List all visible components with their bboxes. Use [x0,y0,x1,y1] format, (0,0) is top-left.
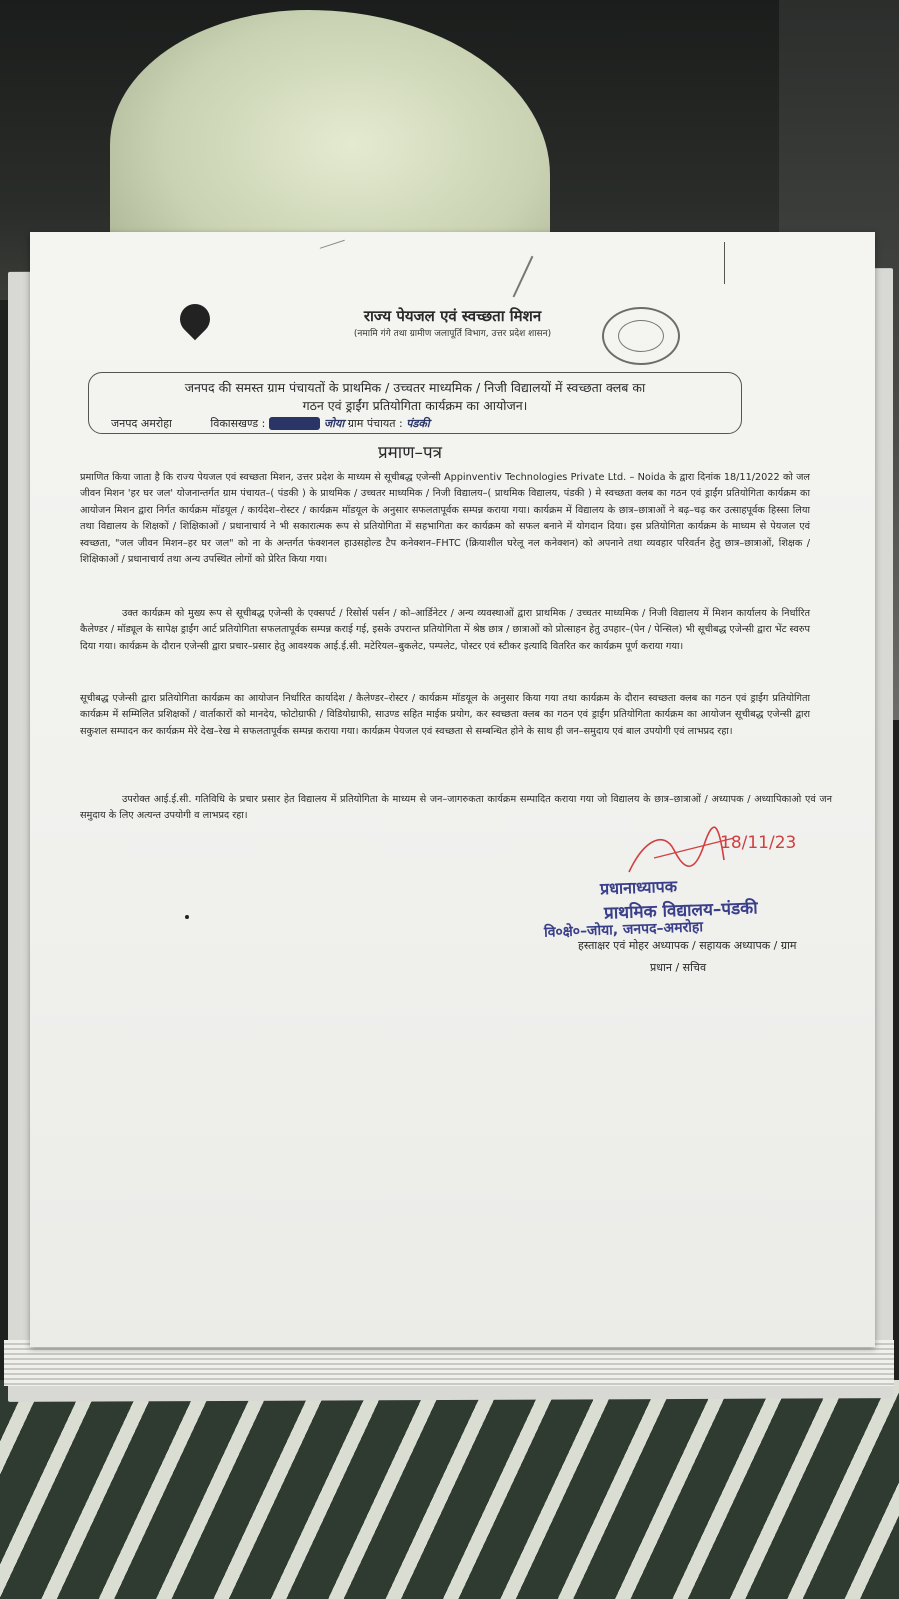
block-value: जोया [323,417,345,430]
stamp-school: प्राथमिक विद्यालय–पंडकी [603,898,758,924]
signature-scribble [624,820,797,880]
ink-dot [185,915,189,919]
mission-subtitle: (नमामि गंगे तथा ग्रामीण जलापूर्ति विभाग, उत्तर प्रदेश शासन) [353,329,552,339]
paragraph-3: सूचीबद्ध एजेन्सी द्वारा प्रतियोगिता कार्यक्रम का आयोजन निर्धारित कार्यादेश / कैलेण्डर–रोस्टर / कार्यक्रम मॉडयूल के अनुसार किया गया तथा कार्यक्रम के दौरान स्वच्छता क्लब का गठन एवं ड्राईंग प्रतियोगिता कार्यक्रम में सम्मिलित प्रशिक्षकों / वार्ताकारों को मानदेय, फोटोग्राफी / विडियोग्राफी, साउण्ड सहित माईक प्रयोग, कर स्वच्छता क्लब का गठन एवं ड्राईंग प्रतियोगिता कार्यक्रम का आयोजन सूचीबद्ध एजेन्सी द्वारा सकुशल सम्पादन कर कार्यक्रम मेरे देख–रेख मे सफलतापूर्वक सम्पन्न कराया गया। कार्यक्रम पेयजल एवं स्वच्छता से सम्बन्धित होने के साथ ही जन–समुदाय एवं बाल उपयोगी एवं लाभप्रद रहा। [80,693,810,737]
signature-caption-1: हस्ताक्षर एवं मोहर अध्यापक / सहायक अध्यापक / ग्राम [578,939,797,952]
up-govt-emblem-icon [602,307,680,365]
heading-line-1: जनपद की समस्त ग्राम पंचायतों के प्राथमिक / उच्चतर माध्यमिक / निजी विद्यालयों में स्वच्छता क्लब का [184,380,646,395]
panchayat-label: ग्राम पंचायत : [347,417,403,430]
panchayat-value: पंडकी [406,417,430,430]
paragraph-1: प्रमाणित किया जाता है कि राज्य पेयजल एवं स्वच्छता मिशन, उत्तर प्रदेश के माध्यम से सूचीबद्ध एजेन्सी Appinventiv Technologies Private Ltd. – Noida के द्वारा दिनांक 18/11/2022 को जल जीवन मिशन 'हर घर जल' योजनान्तर्गत ग्राम पंचायत–( पंडकी ) के प्राथमिक / उच्चतर माध्यमिक / निजी विद्यालय–( प्राथमिक विद्यालय, पंडकी ) मे स्वच्छता क्लब का गठन एवं ड्राईंग प्रतियोगिता कार्यक्रम का आयोजन मिशन द्वारा निर्गत कार्यक्रम मॉडयूल / कार्यदेश–रोस्टर / कार्यक्रम मॉडयूल के अनुसार सफलतापूर्वक सम्पन्न कराया गया। कार्यक्रम में विद्यालय के छात्र–छात्राओं ने बढ़–चढ़ कर उत्साहपूर्वक हिस्सा लिया तथा विद्यालय के शिक्षकों / शिक्षिकाओं / प्रधानाचार्य ने भी सकारात्मक रूप से प्रतियोगिता में सहभागिता कर कार्यक्रम को सफल बनाने में योगदान दिया। इस प्रतियोगिता कार्यक्रम के माध्यम से पेयजल एवं स्वच्छता, "जल जीवन मिशन–हर घर जल" को ना के अन्तर्गत फंक्शनल हाउसहोल्ड टैप कनेक्शन–FHTC (क्रियाशील घरेलू नल कनेक्शन) को अपनाने तथा व्यवहार परिवर्तन हेतु छात्र–छात्राओं, शिक्षक / शिक्षिकाओं / प्रधानाचार्य तथा अन्य उपस्थित लोगों को प्रेरित किया गया। [80,472,810,566]
certificate-page [30,232,875,1347]
location-line [111,416,430,431]
signature-caption-2: प्रधान / सचिव [650,961,707,974]
block-label: विकासखण्ड : [210,417,266,430]
heading-line-2: गठन एवं ड्राईंग प्रतियोगिता कार्यक्रम का आयोजन। [302,398,528,413]
pen-slash-mark [513,256,533,297]
district-label: जनपद [111,417,138,430]
mission-title: राज्य पेयजल एवं स्वच्छता मिशन [363,307,542,325]
pencil-mark [317,232,345,249]
certificate-title: प्रमाण–पत्र [377,443,443,463]
paragraph-2: उक्त कार्यक्रम को मुख्य रूप से सूचीबद्ध एजेन्सी के एक्सपर्ट / रिसोर्स पर्सन / को–आर्डिनेटर / अन्य व्यवस्थाओं द्वारा प्राथमिक / उच्चतर माध्यमिक / निजी विद्यालय में मिशन कार्यालय के निर्धारित कैलेण्डर / मॉड्यूल के सापेक्ष ड्राईंग आर्ट प्रतियोगिता सफलतापूर्वक सम्पन्न कराई गई, इसके उपरान्त प्रतियोगिता में श्रेष्ठ छात्र / छात्राओं को प्रोत्साहन हेतु उपहार–(पेन / पेन्सिल) भी सूचीबद्ध एजेन्सी द्वारा भेंट स्वरुप दिया गया। कार्यक्रम के दौरान एजेन्सी द्वारा प्रचार–प्रसार हेतु आवश्यक आई.ई.सी. मटेरियल–बुकलेट, पम्पलेट, पोस्टर एवं स्टीकर इत्यादि वितरित कर कार्यक्रम पूर्ण कराया गया। [80,608,810,652]
heading-box [88,372,742,434]
background-striped-fabric [0,1380,899,1599]
margin-pen-mark [724,242,726,284]
stamp-designation: प्रधानाध्यापक [599,876,678,899]
district-value: अमरोहा [140,417,172,430]
paragraph-4: उपरोक्त आई.ई.सी. गतिविधि के प्रचार प्रसार हेत विद्यालय में प्रतियोगिता के माध्यम से जन–जागरुकता कार्यक्रम सम्पादित कराया गया जो विद्यालय के छात्र–छात्राओं / अध्यापक / अध्यापिकाओ एवं जन समुदाय के लिए अत्यन्त उपयोगी व लाभप्रद रहा। [80,794,832,822]
signature-date: 18/11/23 [720,833,797,853]
struck-out-text: xxxxxxx [269,417,321,430]
stamp-location: वि०क्षे०–जोया, जनपद–अमरोहा [543,919,704,941]
